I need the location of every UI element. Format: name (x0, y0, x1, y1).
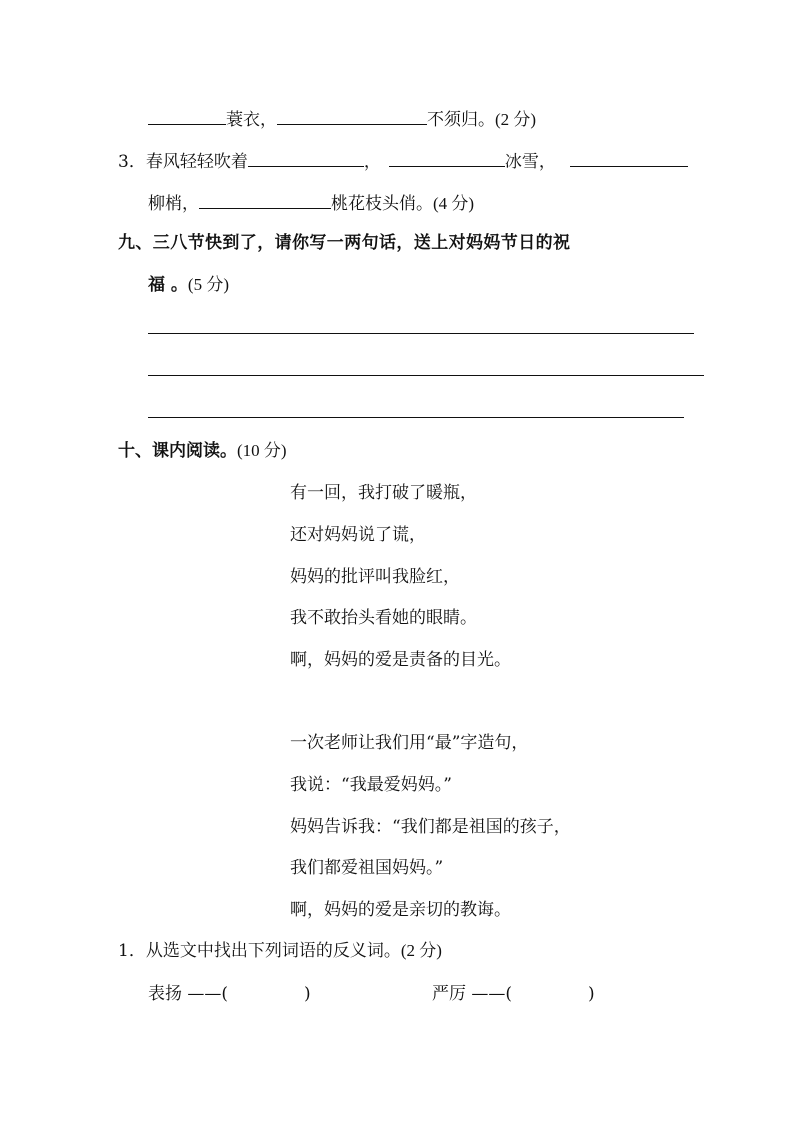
poem-line: 啊，妈妈的爱是亲切的教诲。 (290, 900, 511, 920)
section-9-title-line2 (148, 273, 229, 297)
score-label: (2 分) (495, 110, 537, 129)
antonym-word: 严厉 ——( (432, 984, 513, 1004)
section-title-text: 十、课内阅读。 (118, 441, 237, 461)
question-number: 3． (118, 152, 146, 172)
section-9-title-line1: 九、三八节快到了，请你写一两句话，送上对妈妈节日的祝 (118, 233, 571, 253)
antonym-word: 表扬 ——( (148, 984, 229, 1004)
close-paren: ) (588, 984, 595, 1004)
question-text: 柳梢， (148, 194, 199, 214)
poem-line: 妈妈告诉我：“我们都是祖国的孩子， (290, 817, 571, 837)
score-label: (10 分) (237, 441, 287, 460)
answer-blank[interactable] (570, 148, 688, 167)
answer-blank[interactable] (248, 148, 364, 167)
separator: ， (363, 152, 381, 172)
poem-line: 我不敢抬头看她的眼睛。 (290, 608, 477, 628)
antonym-item-2 (432, 981, 595, 1006)
poem-line: 妈妈的批评叫我脸红， (290, 567, 460, 587)
poem-line: 有一回，我打破了暖瓶， (290, 483, 477, 503)
question-text: 不须归。 (427, 110, 495, 130)
score-label: (4 分) (433, 194, 475, 213)
question-2-continuation (148, 106, 536, 132)
poem-line: 我说：“我最爱妈妈。” (290, 775, 452, 795)
section-10-title (118, 439, 287, 463)
question-text: 从选文中找出下列词语的反义词。 (145, 941, 401, 961)
question-text: 桃花枝头俏。 (331, 194, 433, 214)
answer-blank-paren[interactable] (228, 981, 304, 999)
answer-blank[interactable] (389, 148, 505, 167)
question-3-line2 (148, 190, 474, 216)
poem-line: 还对妈妈说了谎， (290, 525, 426, 545)
writing-line[interactable] (148, 417, 684, 418)
close-paren: ) (304, 984, 311, 1004)
writing-line[interactable] (148, 333, 694, 334)
question-1 (118, 939, 442, 963)
section-title-text: 福 。 (148, 275, 188, 295)
poem-line: 我们都爱祖国妈妈。” (290, 858, 444, 878)
question-number: 1． (118, 941, 146, 961)
answer-blank[interactable] (148, 106, 226, 125)
answer-blank[interactable] (277, 106, 427, 125)
question-text: 蓑衣， (226, 110, 277, 130)
question-text: 冰雪， (504, 152, 556, 172)
antonym-item-1 (148, 981, 311, 1006)
score-label: (5 分) (187, 275, 229, 294)
question-3-line1 (118, 148, 688, 174)
answer-blank-paren[interactable] (512, 981, 588, 999)
poem-line: 一次老师让我们用“最”字造句， (290, 733, 529, 753)
poem-line: 啊，妈妈的爱是责备的目光。 (290, 650, 511, 670)
writing-line[interactable] (148, 375, 704, 376)
score-label: (2 分) (400, 941, 442, 960)
answer-blank[interactable] (199, 190, 331, 209)
question-text: 春风轻轻吹着 (145, 152, 248, 172)
